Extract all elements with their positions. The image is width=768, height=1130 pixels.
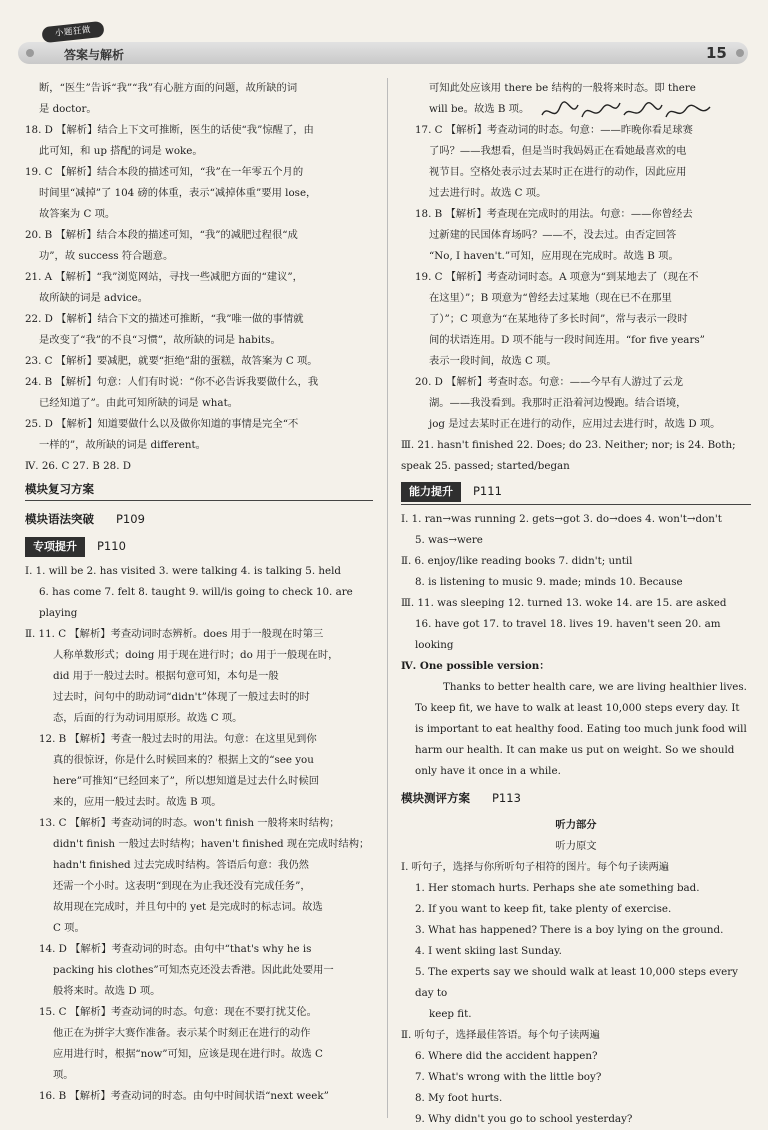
- list-item: 4. I went skiing last Sunday.: [415, 945, 562, 957]
- text-line: 16. have got 17. to travel 18. lives 19. haven't seen 20. am: [415, 618, 721, 630]
- answer-item: 19. C 【解析】结合本段的描述可知，“我”在一年零五个月的: [25, 166, 304, 178]
- list-item: 1. Her stomach hurts. Perhaps she ate something bad.: [415, 882, 700, 894]
- answer-item: Ⅱ. 听句子，选择最佳答语。每个句子读两遍: [401, 1029, 600, 1041]
- text-line: 了）”；C 项意为“在某地待了多长时间”，常与表示一段时: [429, 313, 688, 325]
- answer-item: Ⅰ. 1. ran→was running 2. gets→got 3. do→does 4. won't→don't: [401, 513, 722, 525]
- essay-paragraph: Thanks to better health care, we are living healthier lives. To keep fit, we have to walk at least 10,000 steps every day. It is important to eat healthy food. Eating too much junk food will harm our health. It can make us put on weight. So we should only have it once in a while.: [415, 681, 747, 777]
- text-line: looking: [415, 639, 454, 651]
- text-line: 一样的”，故所缺的词是 different。: [39, 439, 206, 451]
- text-line: 过去进行时。故选 C 项。: [429, 187, 547, 199]
- answer-item: 13. C 【解析】考查动词的时态。won't finish 一般将来时结构；: [39, 817, 340, 829]
- text-line: 可知此处应该用 there be 结构的一般将来时态。即 there: [429, 82, 696, 94]
- text-line: 功”，故 success 符合题意。: [39, 250, 174, 262]
- brand-badge: 小题狂做: [41, 21, 104, 43]
- text-line: 8. is listening to music 9. made; minds 10. Because: [415, 576, 683, 588]
- grammar-page: P109: [116, 512, 145, 526]
- text-line: 了吗？——我想看，但是当时我妈妈正在看她最喜欢的电: [429, 145, 687, 157]
- answer-item: 24. B 【解析】句意：人们有时说：“你不必告诉我要做什么，我: [25, 376, 319, 388]
- left-column: [25, 78, 373, 1107]
- column-divider: [387, 78, 388, 1118]
- answer-item: 20. D 【解析】考查时态。句意：——今早有人游过了云龙: [415, 376, 684, 388]
- text-line: 过去时，问句中的助动词“didn't”体现了一般过去时的时: [53, 691, 310, 703]
- text-line: 6. has come 7. felt 8. taught 9. will/is going to check 10. are: [39, 586, 353, 598]
- text-line: 表示一段时间，故选 C 项。: [429, 355, 557, 367]
- text-line: jog 是过去某时正在进行的动作，应用过去进行时，故选 D 项。: [429, 418, 721, 430]
- test-title: 模块测评方案: [401, 791, 470, 805]
- special-page: P110: [97, 539, 126, 553]
- answer-item: 22. D 【解析】结合下文的描述可推断，“我”唯一做的事情就: [25, 313, 304, 325]
- answer-item: 14. D 【解析】考查动词的时态。由句中“that's why he is: [39, 943, 312, 955]
- grammar-heading: [25, 507, 373, 532]
- text-line: 故答案为 C 项。: [39, 208, 116, 220]
- text-line: didn't finish 一般过去时结构；haven't finished 现在完成时结构；: [53, 838, 370, 850]
- text-line: 间的状语连用。D 项不能与一段时间连用。“for five years”: [429, 334, 705, 346]
- answer-item: Ⅰ. 听句子，选择与你所听句子相符的图片。每个句子读两遍: [401, 861, 670, 873]
- text-line: “No, I haven't.”可知，应用现在完成时。故选 B 项。: [429, 250, 679, 262]
- text-line: 时间里“减掉”了 104 磅的体重，表示“减掉体重”要用 lose，: [39, 187, 317, 199]
- text-line: 此可知，和 up 搭配的词是 woke。: [39, 145, 203, 157]
- text-line: packing his clothes”可知杰克还没去香港。因此此处要用一: [53, 964, 334, 976]
- text-line: C 项。: [53, 922, 85, 934]
- header-bar: [18, 42, 748, 64]
- text-line: 态，后面的行为动词用原形。故选 C 项。: [53, 712, 243, 724]
- answer-item: Ⅲ. 21. hasn't finished 22. Does; do 23. Neither; nor; is 24. Both;: [401, 439, 736, 451]
- text-line: 断，“医生”告诉“我”“我”有心脏方面的问题，故所缺的词: [39, 82, 298, 94]
- text-line: 来的，应用一般过去时。故选 B 项。: [53, 796, 222, 808]
- text-line: 真的很惊讶，你是什么时候回来的？根据上文的“see you: [53, 754, 314, 766]
- text-line: keep fit.: [429, 1008, 472, 1020]
- text-line: 过新建的民国体育场吗？——不，没去过。由否定回答: [429, 229, 677, 241]
- list-item: 3. What has happened? There is a boy lying on the ground.: [415, 924, 724, 936]
- text-line: hadn't finished 过去完成时结构。答语后句意：我仍然: [53, 859, 309, 871]
- text-line: 应用进行时，根据“now”可知，应该是现在进行时。故选 C: [53, 1048, 323, 1060]
- answer-item: 19. C 【解析】考查动词时态。A 项意为“到某地去了（现在不: [415, 271, 699, 283]
- text-line: 人称单数形式；doing 用于现在进行时；do 用于一般现在时，: [53, 649, 339, 661]
- text-line: 还需一个小时。这表明“到现在为止我还没有完成任务”，: [53, 880, 311, 892]
- list-item: 9. Why didn't you go to school yesterday?: [415, 1113, 633, 1125]
- answer-item: 20. B 【解析】结合本段的描述可知，“我”的减肥过程很“成: [25, 229, 298, 241]
- listening-part-title: 听力部分: [555, 819, 597, 831]
- ability-tag: 能力提升: [401, 482, 461, 502]
- page-header: [0, 0, 768, 70]
- answer-item: 21. A 【解析】“我”浏览网站，寻找一些减肥方面的“建议”，: [25, 271, 303, 283]
- text-line: 项。: [53, 1069, 74, 1081]
- test-heading: [401, 786, 751, 811]
- answer-item: Ⅳ. 26. C 27. B 28. D: [25, 460, 132, 472]
- special-heading: [25, 536, 373, 557]
- text-line: 在这里）”；B 项意为“曾经去过某地（现在已不在那里: [429, 292, 672, 304]
- text-line: 5. was→were: [415, 534, 483, 546]
- text-line: speak 25. passed; started/began: [401, 460, 570, 472]
- right-column: [401, 78, 751, 1130]
- text-line: will be。故选 B 项。: [429, 103, 530, 115]
- section-name: 答案与解析: [64, 48, 125, 62]
- answer-item: Ⅱ. 11. C 【解析】考查动词时态辨析。does 用于一般现在时第三: [25, 628, 324, 640]
- text-line: here”可推知“已经回来了”，所以想知道是过去什么时候回: [53, 775, 320, 787]
- answer-item: 25. D 【解析】知道要做什么以及做你知道的事情是完全“不: [25, 418, 299, 430]
- answer-item: 12. B 【解析】考查一般过去时的用法。句意：在这里见到你: [39, 733, 317, 745]
- list-item: 8. My foot hurts.: [415, 1092, 503, 1104]
- module-review-title: 模块复习方案: [25, 479, 373, 501]
- answer-item: Ⅳ. One possible version：: [401, 660, 550, 672]
- answer-item: Ⅰ. 1. will be 2. has visited 3. were talking 4. is talking 5. held: [25, 565, 341, 577]
- ability-heading: [401, 481, 751, 505]
- special-tag: 专项提升: [25, 537, 85, 557]
- text-line: did 用于一般过去时。根据句意可知，本句是一般: [53, 670, 279, 682]
- text-line: playing: [39, 607, 78, 619]
- list-item: 6. Where did the accident happen?: [415, 1050, 598, 1062]
- page-number: 15: [706, 44, 727, 62]
- answer-item: 17. C 【解析】考查动词的时态。句意：——昨晚你看足球赛: [415, 124, 693, 136]
- answer-item: 18. D 【解析】结合上下文可推断，医生的话使“我”惊醒了，由: [25, 124, 314, 136]
- test-page: P113: [492, 791, 521, 805]
- grammar-title: 模块语法突破: [25, 512, 94, 526]
- text-line: 已经知道了”。由此可知所缺的词是 what。: [39, 397, 239, 409]
- header-dot-right: [736, 49, 744, 57]
- answer-item: 23. C 【解析】要减肥，就要“拒绝”甜的蛋糕，故答案为 C 项。: [25, 355, 318, 367]
- answer-item: 16. B 【解析】考查动词的时态。由句中时间状语“next week”: [39, 1090, 329, 1102]
- text-line: 是 doctor。: [39, 103, 97, 115]
- listening-text-title: 听力原文: [555, 840, 597, 852]
- answer-item: 15. C 【解析】考查动词的时态。句意：现在不要打扰艾伦。: [39, 1006, 317, 1018]
- text-line: 视节目。空格处表示过去某时正在进行的动作，因此应用: [429, 166, 687, 178]
- answer-item: Ⅱ. 6. enjoy/like reading books 7. didn't; until: [401, 555, 633, 567]
- text-line: 是改变了“我”的不良“习惯”，故所缺的词是 habits。: [39, 334, 281, 346]
- header-dot-left: [26, 49, 34, 57]
- text-line: 般将来时。故选 D 项。: [53, 985, 161, 997]
- list-item: 5. The experts say we should walk at least 10,000 steps every day to: [415, 966, 739, 999]
- text-line: 故用现在完成时，并且句中的 yet 是完成时的标志词。故选: [53, 901, 323, 913]
- ability-page: P111: [473, 484, 502, 498]
- text-line: 他正在为拼字大赛作准备。表示某个时刻正在进行的动作: [53, 1027, 311, 1039]
- text-line: 湖。——我没看到。我那时正沿着河边慢跑。结合语境，: [429, 397, 687, 409]
- list-item: 2. If you want to keep fit, take plenty of exercise.: [415, 903, 672, 915]
- text-line: 故所缺的词是 advice。: [39, 292, 149, 304]
- answer-item: Ⅲ. 11. was sleeping 12. turned 13. woke 14. are 15. are asked: [401, 597, 727, 609]
- answer-item: 18. B 【解析】考查现在完成时的用法。句意：——你曾经去: [415, 208, 693, 220]
- list-item: 7. What's wrong with the little boy?: [415, 1071, 602, 1083]
